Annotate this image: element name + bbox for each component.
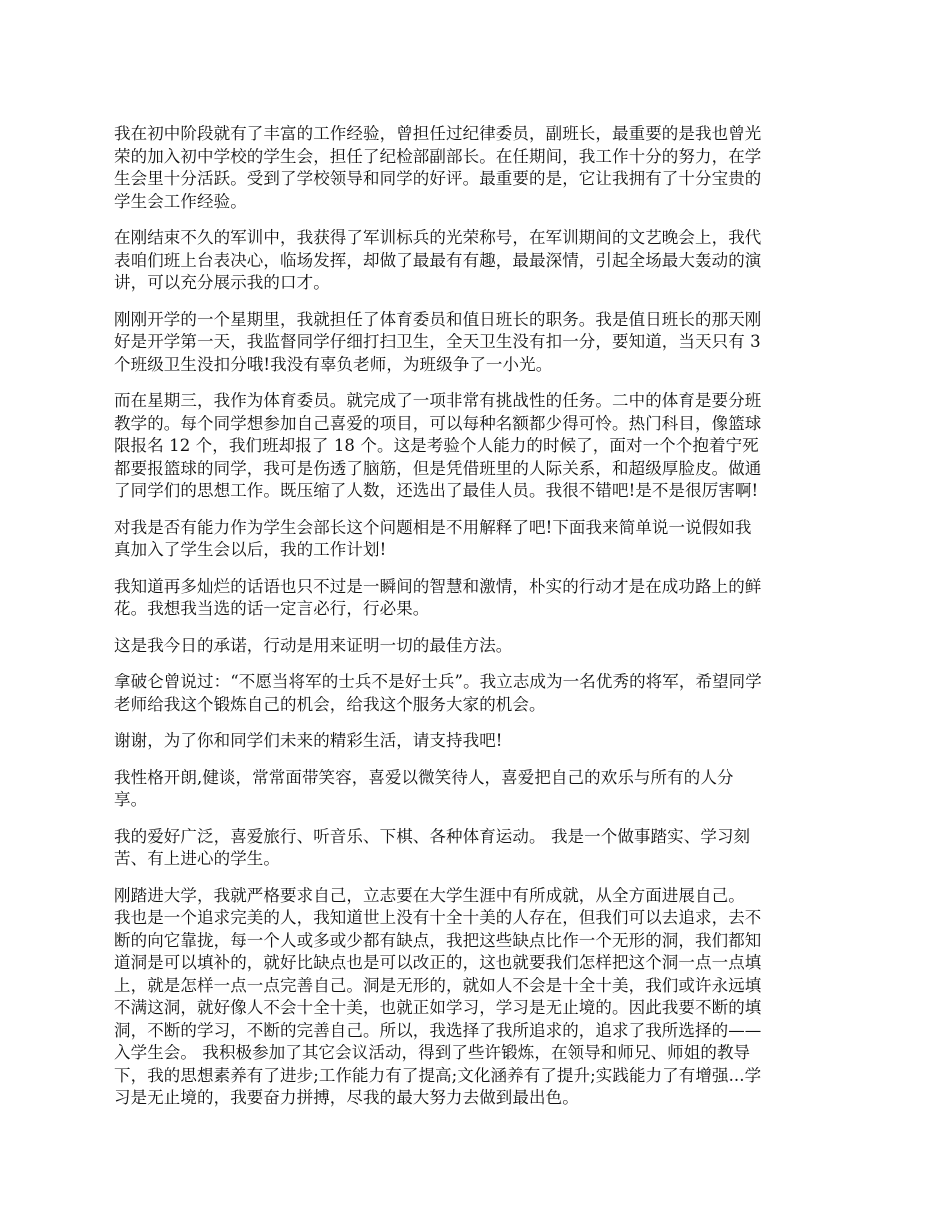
paragraph-3: 刚刚开学的一个星期里，我就担任了体育委员和值日班长的职务。我是值日班长的那天刚 好是开学第一天，我监督同学仔细打扫卫生，全天卫生没有扣一分，要知道，当天只有 3 个班级卫生没扣分哦!我没有辜负老师，为班级争了一小光。 — [114, 309, 762, 374]
paragraph-2: 在刚结束不久的军训中，我获得了军训标兵的光荣称号，在军训期间的文艺晚会上，我代 表咱们班上台表决心，临场发挥，却做了最最有有趣，最最深情，引起全场最大轰动的演 讲，可以充分展示我的口才。 — [114, 228, 762, 292]
paragraph-6: 我知道再多灿烂的话语也只不过是一瞬间的智慧和激情，朴实的行动才是在成功路上的鲜 花。我想我当选的话一定言必行，行必果。 — [114, 576, 762, 618]
paragraph-7: 这是我今日的承诺，行动是用来证明一切的最佳方法。 — [114, 635, 513, 655]
paragraph-12: 刚踏进大学，我就严格要求自己，立志要在大学生涯中有所成就，从全方面进展自己。 我也是一个追求完美的人，我知道世上没有十全十美的人存在，但我们可以去追求，去不 断的向它靠拢，每一个人或多或少都有缺点，我把这些缺点比作一个无形的洞，我们都知 道洞是可以填补的，就好比缺点也是可以改正的，这也就要我们怎样把这个洞一点一点填 上，就是怎样一点一点完善自己。洞是无形的，就如人不会是十全十美，我们或许永远填 不满这洞，就好像人不会十全十美，也就正如学习，学习是无止境的。因此我要不断的填 洞，不断的学习，不断的完善自己。所以，我选择了我所追求的，追求了我所选择的—— 入学生会。 我积极参加了其它会议活动，得到了些许锻炼，在领导和师兄、师姐的教导 下，我的思想素养有了进步;工作能力有了提高;文化涵养有了提升;实践能力了有增强...学 习是无止境的，我要奋力拼搏，尽我的最大努力去做到最出色。 — [114, 885, 762, 1107]
paragraph-1: 我在初中阶段就有了丰富的工作经验，曾担任过纪律委员，副班长，最重要的是我也曾光 荣的加入初中学校的学生会，担任了纪检部副部长。在任期间，我工作十分的努力，在学 生会里十分活跃。受到了学校领导和同学的好评。最重要的是，它让我拥有了十分宝贵的 学生会工作经验。 — [114, 124, 762, 211]
paragraph-10: 我性格开朗,健谈，常常面带笑容，喜爱以微笑待人，喜爱把自己的欢乐与所有的人分 享。 — [114, 767, 734, 809]
paragraph-5: 对我是否有能力作为学生会部长这个问题相是不用解释了吧!下面我来简单说一说假如我 真加入了学生会以后，我的工作计划! — [114, 517, 752, 559]
paragraph-11: 我的爱好广泛，喜爱旅行、听音乐、下棋、各种体育运动。 我是一个做事踏实、学习刻 苦、有上进心的学生。 — [114, 826, 751, 868]
paragraph-8: 拿破仑曾说过：“不愿当将军的士兵不是好士兵”。我立志成为一名优秀的将军，希望同学 老师给我这个锻炼自己的机会，给我这个服务大家的机会。 — [114, 672, 762, 714]
paragraph-9: 谢谢，为了你和同学们未来的精彩生活，请支持我吧! — [114, 731, 503, 750]
paragraph-4: 而在星期三，我作为体育委员。就完成了一项非常有挑战性的任务。二中的体育是要分班 教学的。每个同学想参加自己喜爱的项目，可以每种名额都少得可怜。热门科目，像篮球 限报名 12 个，我们班却报了 18 个。这是考验个人能力的时候了，面对一个个抱着宁死 都要报篮球的同学，我可是伤透了脑筋，但是凭借班里的人际关系，和超级厚脸皮。做通 了同学们的思想工作。既压缩了人数，还选出了最佳人员。我很不错吧!是不是很厉害啊! — [114, 391, 762, 500]
document-body — [114, 123, 844, 1124]
